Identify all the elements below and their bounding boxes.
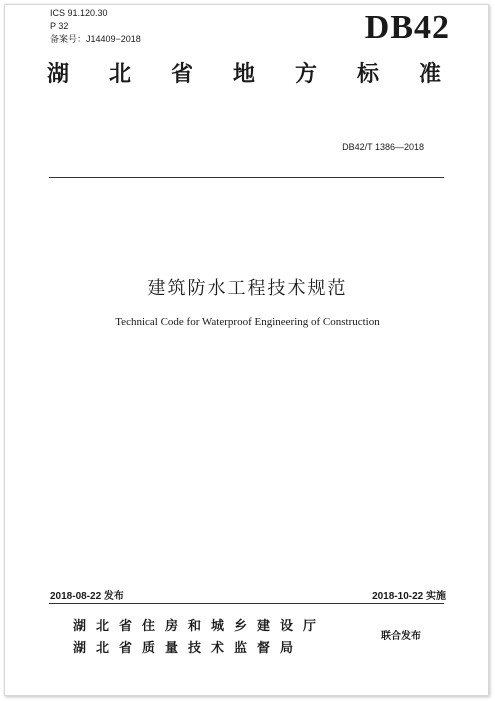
standard-type-char: 标 — [357, 61, 380, 86]
ccs-code: P 32 — [50, 21, 69, 31]
joint-release-label: 联合发布 — [381, 631, 421, 642]
standard-type-heading — [5, 57, 490, 85]
standard-type-char: 地 — [233, 61, 256, 86]
standard-type-char: 准 — [419, 61, 442, 86]
standard-number: DB42/T 1386—2018 — [342, 142, 424, 152]
filing-number: 备案号：J14409−2018 — [50, 34, 141, 44]
footer-divider — [49, 603, 444, 604]
title-chinese: 建筑防水工程技术规范 — [147, 278, 348, 298]
header-divider — [49, 177, 444, 178]
standard-type-char: 北 — [109, 61, 132, 86]
ics-code: ICS 91.120.30 — [50, 8, 108, 18]
title-english: Technical Code for Waterproof Engineering of Construction — [115, 316, 380, 328]
issuer-housing-department: 湖北省住房和城乡建设厅 — [73, 618, 327, 633]
publish-date: 2018-08-22 发布 — [50, 591, 124, 602]
issuer-quality-bureau: 湖北省质量技术监督局 — [73, 640, 304, 655]
standard-logo: DB42 — [364, 9, 450, 46]
standard-type-char: 湖 — [47, 61, 70, 86]
standard-type-char: 省 — [171, 61, 194, 86]
standard-type-char: 方 — [295, 61, 318, 86]
implement-date: 2018-10-22 实施 — [372, 591, 446, 602]
document-page — [4, 4, 489, 696]
